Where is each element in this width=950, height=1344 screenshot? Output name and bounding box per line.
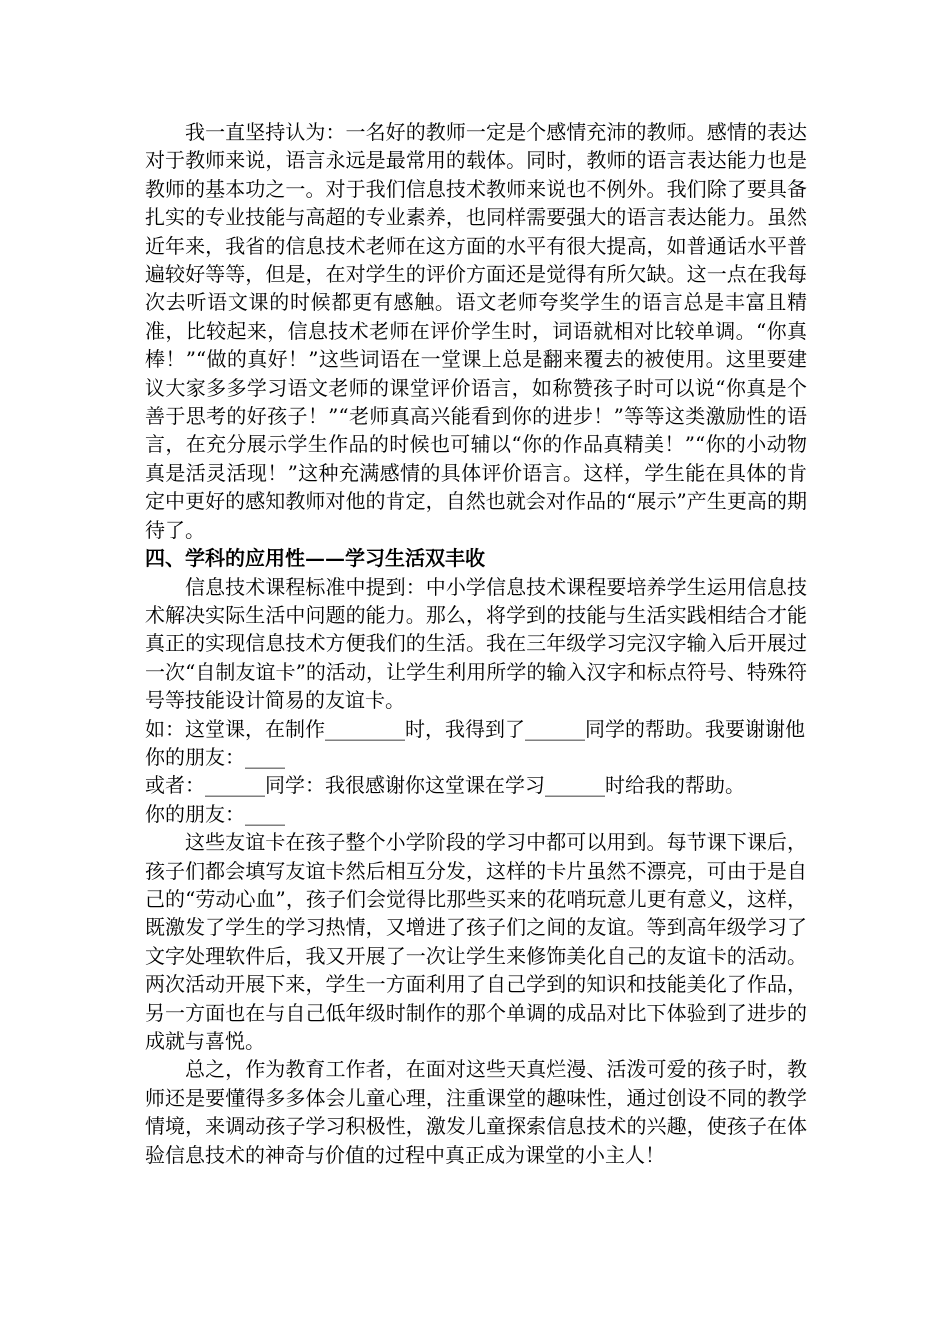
- paragraph-teacher-language: 我一直坚持认为：一名好的教师一定是个感情充沛的教师。感情的表达对于教师来说，语言永远是最常用的载体。同时，教师的语言表达能力也是教师的基本功之一。对于我们信息技术教师来说也不例外。我们除了要具备扎实的专业技能与高超的专业素养，也同样需要强大的语言表达能力。虽然近年来，我省的信息技术老师在这方面的水平有很大提高，如普通话水平普遍较好等等，但是，在对学生的评价方面还是觉得有所欠缺。这一点在我每次去听语文课的时候都更有感触。语文老师夸奖学生的语言总是丰富且精准，比较起来，信息技术老师在评价学生时，词语就相对比较单调。“你真棒！”“做的真好！”这些词语在一堂课上总是翻来覆去的被使用。这里要建议大家多多学习语文老师的课堂评价语言，如称赞孩子时可以说“你真是个善于思考的好孩子！”“老师真高兴能看到你的进步！”等等这类激励性的语言，在充分展示学生作品的时候也可辅以“你的作品真精美！”“你的小动物真是活灵活现！”这种充满感情的具体评价语言。这样，学生能在具体的肯定中更好的感知教师对他的肯定，自然也就会对作品的“展示”产生更高的期待了。: [145, 120, 807, 542]
- section-heading: 四、学科的应用性——学习生活双丰收: [145, 546, 485, 571]
- example-card-text-2: 或者：______同学：我很感谢你这堂课在学习______时给我的帮助。: [145, 773, 745, 798]
- paragraph-conclusion: 总之，作为教育工作者，在面对这些天真烂漫、活泼可爱的孩子时，教师还是要懂得多多体会儿童心理，注重课堂的趣味性，通过创设不同的教学情境，来调动孩子学习积极性，激发儿童探索信息技术的兴趣，使孩子在体验信息技术的神奇与价值的过程中真正成为课堂的小主人！: [145, 1057, 807, 1167]
- paragraph-curriculum-standard: 信息技术课程标准中提到：中小学信息技术课程要培养学生运用信息技术解决实际生活中问题的能力。那么，将学到的技能与生活实践相结合才能真正的实现信息技术方便我们的生活。我在三年级学习完汉字输入后开展过一次“自制友谊卡”的活动，让学生利用所学的输入汉字和标点符号、特殊符号等技能设计简易的友谊卡。: [145, 574, 807, 713]
- example-card-text-1: 如：这堂课，在制作________时，我得到了______同学的帮助。我要谢谢他: [145, 716, 805, 741]
- example-card-signature-1: 你的朋友：____: [145, 744, 285, 769]
- document-page: [145, 118, 807, 1169]
- example-card-signature-2: 你的朋友：____: [145, 801, 285, 826]
- paragraph-friendship-cards: 这些友谊卡在孩子整个小学阶段的学习中都可以用到。每节课下课后，孩子们都会填写友谊卡然后相互分发，这样的卡片虽然不漂亮，可由于是自己的“劳动心血”，孩子们会觉得比那些买来的花哨玩意儿更有意义，这样，既激发了学生的学习热情，又增进了孩子们之间的友谊。等到高年级学习了文字处理软件后，我又开展了一次让学生来修饰美化自己的友谊卡的活动。两次活动开展下来，学生一方面利用了自己学到的知识和技能美化了作品，另一方面也在与自己低年级时制作的那个单调的成品对比下体验到了进步的成就与喜悦。: [145, 830, 807, 1053]
